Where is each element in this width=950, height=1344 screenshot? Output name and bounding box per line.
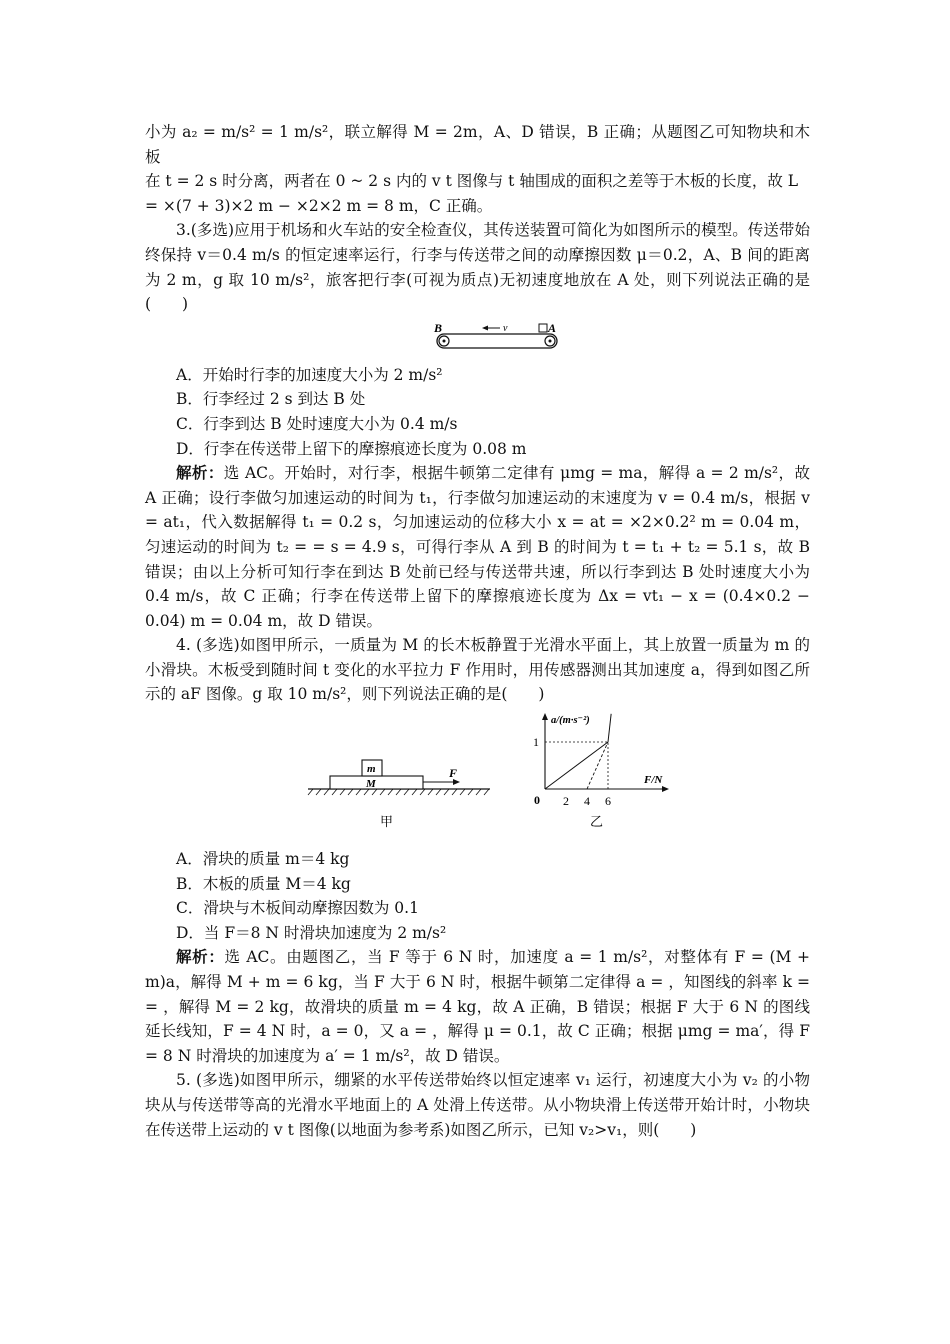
conveyor-label-a: A bbox=[548, 320, 557, 335]
q3-option-c: C．行李到达 B 处时速度大小为 0.4 m/s bbox=[176, 414, 458, 433]
label-m: m bbox=[367, 763, 376, 776]
top-line-1: 小为 a₂ = m/s² = 1 m/s²，联立解得 M = 2m，A、D 错误，B 正确；从题图乙可知物块和木板 bbox=[145, 123, 810, 166]
right-pulley-axle bbox=[549, 339, 552, 342]
q3-stem: 3.(多选)应用于机场和火车站的安全检查仪，其传送装置可简化为如图所示的模型。传送带始终保持 v＝0.4 m/s 的恒定速率运行，行李与传送带之间的动摩擦因数 μ＝0.2，A、B 间的距离为 2 m，g 取 10 m/s²，旅客把行李(可视为质点)无初速度地放在 A 处，则下列说法正确的是( ) bbox=[145, 221, 810, 314]
q3-option-b: B．行李经过 2 s 到达 B 处 bbox=[176, 390, 366, 409]
series-line-extension bbox=[587, 742, 608, 789]
q3-solution bbox=[145, 461, 810, 633]
origin-label: 0 bbox=[534, 793, 540, 808]
fig-jia bbox=[308, 760, 490, 829]
fig-yi-chart bbox=[533, 713, 669, 829]
q3-solution-label: 解析： bbox=[176, 463, 224, 483]
q4-solution-label: 解析： bbox=[176, 947, 225, 967]
q4-option-d: D．当 F＝8 N 时滑块加速度为 2 m/s² bbox=[176, 923, 447, 942]
y-tick-label: 1 bbox=[533, 735, 539, 750]
label-big-m: M bbox=[366, 778, 376, 791]
q4-option-a: A．滑块的质量 m＝4 kg bbox=[176, 850, 350, 869]
q4-stem: 4. (多选)如图甲所示，一质量为 M 的长木板静置于光滑水平面上，其上放置一质量为 m 的小滑块。木板受到随时间 t 变化的水平拉力 F 作用时，用传感器测出其加速度 a，得到如图乙所示的 aF 图像。g 取 10 m/s²，则下列说法正确的是( ) bbox=[145, 636, 810, 704]
conveyor-belt bbox=[437, 334, 557, 348]
conveyor-figure bbox=[432, 319, 562, 355]
q3-option-a: A．开始时行李的加速度大小为 2 m/s² bbox=[176, 365, 443, 384]
conveyor-label-v: v bbox=[503, 322, 508, 334]
x-tick-label-2: 2 bbox=[563, 794, 569, 809]
long-board bbox=[330, 776, 423, 789]
caption-jia: 甲 bbox=[380, 814, 394, 830]
x-tick-label-6: 6 bbox=[605, 794, 611, 809]
y-axis-arrowhead bbox=[542, 713, 548, 720]
document-page bbox=[145, 120, 810, 1142]
luggage-box bbox=[539, 324, 547, 332]
q3-option-d: D．行李在传送带上留下的摩擦痕迹长度为 0.08 m bbox=[176, 439, 527, 458]
x-axis-label: F/N bbox=[644, 774, 663, 787]
q4-option-c: C．滑块与木板间动摩擦因数为 0.1 bbox=[176, 899, 419, 918]
velocity-arrowhead bbox=[482, 325, 488, 330]
label-f: F bbox=[449, 766, 458, 781]
x-axis-arrowhead bbox=[662, 786, 669, 792]
q4-figures bbox=[305, 709, 670, 837]
q4-solution bbox=[145, 945, 810, 1068]
series-line-high-force bbox=[608, 714, 611, 742]
q5-stem: 5. (多选)如图甲所示，绷紧的水平传送带始终以恒定速率 v₁ 运行，初速度大小为 v₂ 的小物块从与传送带等高的光滑水平地面上的 A 处滑上传送带。从小物块滑上传送带开始计时，小物块在传送带上运动的 v t 图像(以地面为参考系)如图乙所示，已知 v₂>v₁，则( ) bbox=[145, 1071, 810, 1139]
y-axis-label: a/(m·s⁻²) bbox=[551, 715, 590, 727]
q4-solution-text: 选 AC。由题图乙，当 F 等于 6 N 时，加速度 a = 1 m/s²，对整体有 F = (M + m)a，解得 M + m = 6 kg，当 F 大于 6 N 时，根据牛顿第二定律得 a = ，知图线的斜率 k = = ，解得 M = 2 kg，故滑块的质量 m = 4 kg，故 A 正确，B 错误；根据 F 大于 6 N 的图线延长线知，F = 4 N 时，a = 0，又 a = ，解得 μ = 0.1，故 C 正确；根据 μmg = ma′，得 F = 8 N 时滑块的加速度为 a′ = 1 m/s²，故 D 错误。 bbox=[145, 948, 810, 1065]
q3-solution-text: 选 AC。开始时，对行李，根据牛顿第二定律有 μmg = ma，解得 a = 2 m/s²，故 A 正确；设行李做匀加速运动的时间为 t₁，行李做匀加速运动的末速度为 v = 0.4 m/s，根据 v = at₁，代入数据解得 t₁ = 0.2 s，匀加速运动的位移大小 x = at = ×2×0.2² m = 0.04 m，匀速运动的时间为 t₂ = = s = 4.9 s，可得行李从 A 到 B 的时间为 t = t₁ + t₂ = 5.1 s，故 B 错误；由以上分析可知行李在到达 B 处前已经与传送带共速，所以行李到达 B 处时速度大小为 0.4 m/s，故 C 正确；行李在传送带上留下的摩擦痕迹长度为 Δx = vt₁ − x = (0.4×0.2 − 0.04) m = 0.04 m，故 D 错误。 bbox=[145, 464, 810, 630]
left-pulley-axle bbox=[443, 339, 446, 342]
x-tick-label-4: 4 bbox=[584, 794, 590, 809]
top-line-3: = ×(7 + 3)×2 m − ×2×2 m = 8 m，C 正确。 bbox=[145, 196, 493, 215]
q4-option-b: B．木板的质量 M＝4 kg bbox=[176, 874, 351, 893]
conveyor-label-b: B bbox=[434, 320, 443, 335]
caption-yi: 乙 bbox=[590, 814, 604, 830]
top-line-2: 在 t = 2 s 时分离，两者在 0 ~ 2 s 内的 v t 图像与 t 轴围成的面积之差等于木板的长度，故 L bbox=[145, 172, 799, 191]
ground-hatching bbox=[308, 789, 489, 795]
series-line-low-force bbox=[545, 742, 608, 789]
